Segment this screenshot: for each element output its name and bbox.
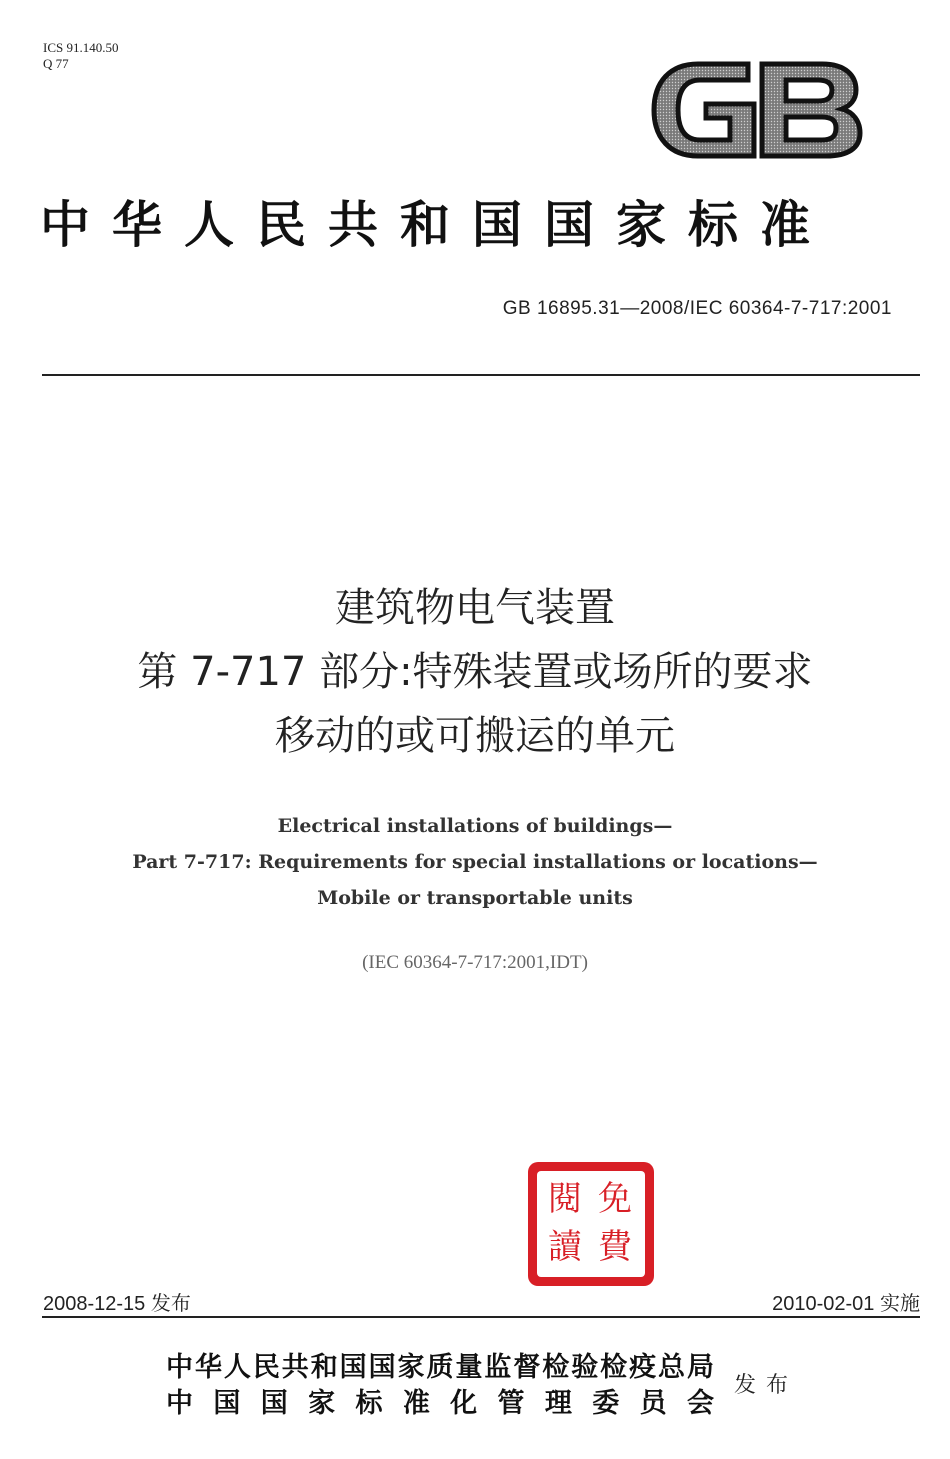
ics-code: ICS 91.140.50 bbox=[43, 40, 119, 55]
english-title-line1: Electrical installations of buildings— bbox=[277, 815, 673, 837]
iec-equivalence: (IEC 60364-7-717:2001,IDT) bbox=[362, 952, 588, 973]
seal-char-2: 免 bbox=[598, 1179, 632, 1219]
issuer-aqsiq: 中华人民共和国国家质量监督检验检疫总局 bbox=[166, 1352, 714, 1383]
top-divider bbox=[42, 374, 920, 376]
seal-char-1: 閱 bbox=[548, 1179, 582, 1219]
english-title-line2: Part 7-717: Requirements for special installations or locations— bbox=[132, 851, 818, 873]
chinese-title-line2: 第 7-717 部分:特殊装置或场所的要求 bbox=[137, 649, 813, 695]
ccs-code: Q 77 bbox=[43, 56, 69, 71]
chinese-title-line3: 移动的或可搬运的单元 bbox=[275, 713, 675, 759]
chinese-title bbox=[0, 576, 950, 768]
english-title bbox=[0, 808, 950, 916]
seal-char-4: 費 bbox=[598, 1227, 632, 1267]
seal-char-3: 讀 bbox=[548, 1227, 582, 1267]
english-title-line3: Mobile or transportable units bbox=[317, 887, 633, 909]
issue-date: 2008-12-15 发布 bbox=[43, 1293, 191, 1315]
gb-logo bbox=[650, 54, 865, 166]
issuing-authorities bbox=[166, 1350, 714, 1422]
chinese-title-line1: 建筑物电气装置 bbox=[335, 585, 615, 631]
classification-codes bbox=[43, 40, 118, 72]
publish-label: 发布 bbox=[734, 1373, 799, 1398]
seal-inner bbox=[537, 1171, 645, 1277]
free-reading-seal bbox=[528, 1162, 654, 1286]
standard-number: GB 16895.31—2008/IEC 60364-7-717:2001 bbox=[502, 298, 892, 319]
national-standard-title: 中华人民共和国国家标准 bbox=[40, 195, 832, 254]
issuer-sac: 中国国家标准化管理委员会 bbox=[166, 1388, 714, 1419]
bottom-divider bbox=[42, 1316, 920, 1318]
implementation-date: 2010-02-01 实施 bbox=[772, 1293, 920, 1315]
